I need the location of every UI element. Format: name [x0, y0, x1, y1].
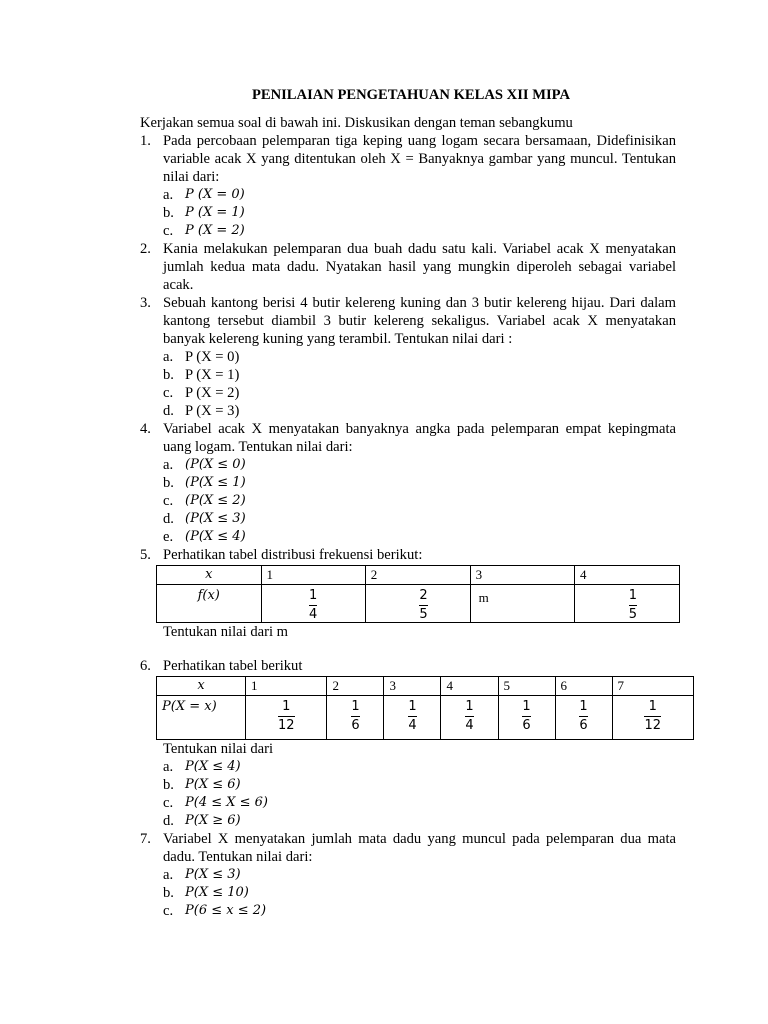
table-cell: 3 [384, 677, 441, 696]
table-header-cell: x [157, 677, 246, 696]
question-text: Pada percobaan pelemparan tiga keping uang logam secara bersamaan, Didefinisikan variable acak X yang ditentukan oleh X = Banyaknya gambar yang muncul. Tentukan nilai dari: [163, 133, 676, 185]
fraction-denominator: 6 [579, 718, 588, 733]
option-letter: b. [163, 777, 174, 793]
option-expression: P(X ≤ 4) [185, 759, 241, 774]
fraction [408, 699, 416, 733]
fraction [579, 699, 587, 733]
table-row [157, 585, 680, 623]
fraction [351, 699, 359, 733]
option-letter: b. [163, 475, 174, 491]
option-expression: P (X = 3) [185, 403, 240, 419]
option-expression: P (X = 0) [185, 349, 240, 365]
instructions: Kerjakan semua soal di bawah ini. Diskusikan dengan teman sebangkumu [140, 115, 573, 131]
table-cell [365, 585, 470, 623]
option-expression: P (X = 2) [185, 385, 240, 401]
fraction [465, 699, 473, 733]
option-letter: b. [163, 367, 174, 383]
question-text: Sebuah kantong berisi 4 butir kelereng kuning dan 3 butir kelereng hijau. Dari dalam kantong tersebut diambil 3 butir kelereng sekaligus. Variabel acak X menyatakan banyak kelereng kuning yang terambil. Tentukan nilai dari : [163, 295, 676, 347]
fraction-denominator: 6 [522, 718, 531, 733]
fraction-numerator: 1 [522, 699, 531, 714]
option-item [163, 186, 676, 204]
table-cell [498, 696, 555, 740]
option-letter: d. [163, 813, 174, 829]
table-cell: 6 [555, 677, 612, 696]
option-letter: a. [163, 759, 174, 775]
table-cell: 3 [470, 566, 574, 585]
page-title: PENILAIAN PENGETAHUAN KELAS XII MIPA [251, 87, 571, 103]
fraction-numerator: 1 [308, 588, 318, 603]
table-row [157, 677, 694, 696]
question-5 [140, 546, 676, 564]
option-expression: P (X = 2) [185, 223, 245, 238]
option-letter: e. [163, 529, 174, 545]
option-letter: c. [163, 223, 174, 239]
question-7 [140, 830, 676, 866]
table-header-cell: P(X = x) [157, 696, 246, 740]
question-number: 3. [140, 295, 151, 311]
option-expression: P(X ≤ 6) [185, 777, 241, 792]
table-cell [441, 696, 498, 740]
option-letter: d. [163, 403, 174, 419]
question-number: 2. [140, 241, 151, 257]
question-number: 4. [140, 421, 151, 437]
option-letter: c. [163, 795, 174, 811]
fraction-numerator: 1 [351, 699, 360, 714]
option-item [163, 474, 676, 492]
fraction-denominator: 5 [419, 607, 428, 622]
fraction-denominator: 12 [644, 718, 662, 733]
option-letter: c. [163, 385, 174, 401]
option-letter: d. [163, 511, 174, 527]
table-cell [246, 696, 327, 740]
option-letter: b. [163, 885, 174, 901]
option-expression: (P(X ≤ 1) [185, 475, 246, 490]
option-item [163, 366, 676, 384]
option-item [163, 528, 676, 546]
option-item [163, 776, 676, 794]
fraction-numerator: 1 [465, 699, 474, 714]
table-cell [261, 585, 365, 623]
question-text: Perhatikan tabel distribusi frekuensi berikut: [163, 547, 423, 563]
table-cell: 1 [246, 677, 327, 696]
table-cell: 2 [365, 566, 470, 585]
fraction [522, 699, 530, 733]
option-item [163, 758, 676, 776]
option-letter: b. [163, 205, 174, 221]
option-item [163, 902, 676, 920]
fraction-denominator: 6 [351, 718, 360, 733]
question-text: Variabel X menyatakan jumlah mata dadu yang muncul pada pelemparan dua mata dadu. Tentukan nilai dari: [163, 831, 676, 865]
fraction-denominator: 4 [408, 718, 417, 733]
question-number: 7. [140, 831, 151, 847]
option-item [163, 384, 676, 402]
table-cell [384, 696, 441, 740]
option-expression: (P(X ≤ 4) [185, 529, 246, 544]
fraction-numerator: 2 [419, 588, 428, 603]
table-cell [555, 696, 612, 740]
option-item [163, 492, 676, 510]
table-row [157, 566, 680, 585]
table-cell [327, 696, 384, 740]
option-letter: c. [163, 903, 174, 919]
option-expression: P (X = 0) [185, 187, 245, 202]
fraction-denominator: 4 [465, 718, 474, 733]
option-item [163, 510, 676, 528]
option-item [163, 402, 676, 420]
fraction [629, 588, 637, 622]
option-item [163, 884, 676, 902]
question-followup: Tentukan nilai dari m [163, 624, 289, 640]
fraction [278, 699, 295, 733]
question-2 [140, 240, 676, 294]
table-cell [574, 585, 679, 623]
table-cell [612, 696, 693, 740]
option-item [163, 794, 676, 812]
question-4 [140, 420, 676, 456]
option-expression: (P(X ≤ 0) [185, 457, 246, 472]
option-expression: P(X ≥ 6) [185, 813, 241, 828]
fraction-denominator: 4 [308, 607, 318, 622]
question-number: 5. [140, 547, 151, 563]
table-cell: 4 [574, 566, 679, 585]
question-6 [140, 657, 676, 675]
table-cell: m [470, 585, 574, 623]
fraction [309, 588, 317, 622]
question-text: Kania melakukan pelemparan dua buah dadu satu kali. Variabel acak X menyatakan jumlah kedua mata dadu. Nyatakan hasil yang mungkin diperoleh sebagai variabel acak. [163, 241, 676, 293]
option-letter: c. [163, 493, 174, 509]
fraction-numerator: 1 [628, 588, 637, 603]
question-number: 1. [140, 133, 151, 149]
frequency-table [156, 565, 680, 623]
question-number: 6. [140, 658, 151, 674]
option-item [163, 204, 676, 222]
option-expression: P(4 ≤ X ≤ 6) [185, 795, 269, 810]
option-expression: P(6 ≤ x ≤ 2) [185, 903, 267, 918]
table-header-cell: f(x) [157, 585, 262, 623]
option-letter: a. [163, 349, 174, 365]
option-item [163, 222, 676, 240]
table-cell: 7 [612, 677, 693, 696]
option-expression: P (X = 1) [185, 367, 240, 383]
table-cell: 5 [498, 677, 555, 696]
document-content [140, 86, 676, 920]
question-3 [140, 294, 676, 348]
table-row [157, 696, 694, 740]
option-letter: a. [163, 187, 174, 203]
question-1 [140, 132, 676, 186]
table-header-cell: x [157, 566, 262, 585]
table-cell: 4 [441, 677, 498, 696]
fraction-denominator: 12 [277, 718, 295, 733]
fraction-numerator: 1 [408, 699, 417, 714]
option-item [163, 812, 676, 830]
option-expression: P(X ≤ 3) [185, 867, 241, 882]
question-text: Variabel acak X menyatakan banyaknya angka pada pelemparan empat kepingmata uang logam. Tentukan nilai dari: [163, 421, 676, 455]
fraction-numerator: 1 [648, 699, 657, 714]
option-item [163, 456, 676, 474]
probability-table [156, 676, 694, 740]
fraction-numerator: 1 [282, 699, 291, 714]
option-expression: P (X = 1) [185, 205, 245, 220]
option-letter: a. [163, 457, 174, 473]
fraction-denominator: 5 [628, 607, 637, 622]
fraction [419, 588, 427, 622]
question-text: Perhatikan tabel berikut [163, 658, 303, 674]
option-expression: (P(X ≤ 2) [185, 493, 246, 508]
fraction-numerator: 1 [579, 699, 588, 714]
table-cell: 1 [261, 566, 365, 585]
option-expression: P(X ≤ 10) [185, 885, 249, 900]
table-cell: 2 [327, 677, 384, 696]
option-expression: (P(X ≤ 3) [185, 511, 246, 526]
fraction [644, 699, 661, 733]
option-item [163, 866, 676, 884]
option-item [163, 348, 676, 366]
question-followup: Tentukan nilai dari [163, 741, 274, 757]
option-letter: a. [163, 867, 174, 883]
